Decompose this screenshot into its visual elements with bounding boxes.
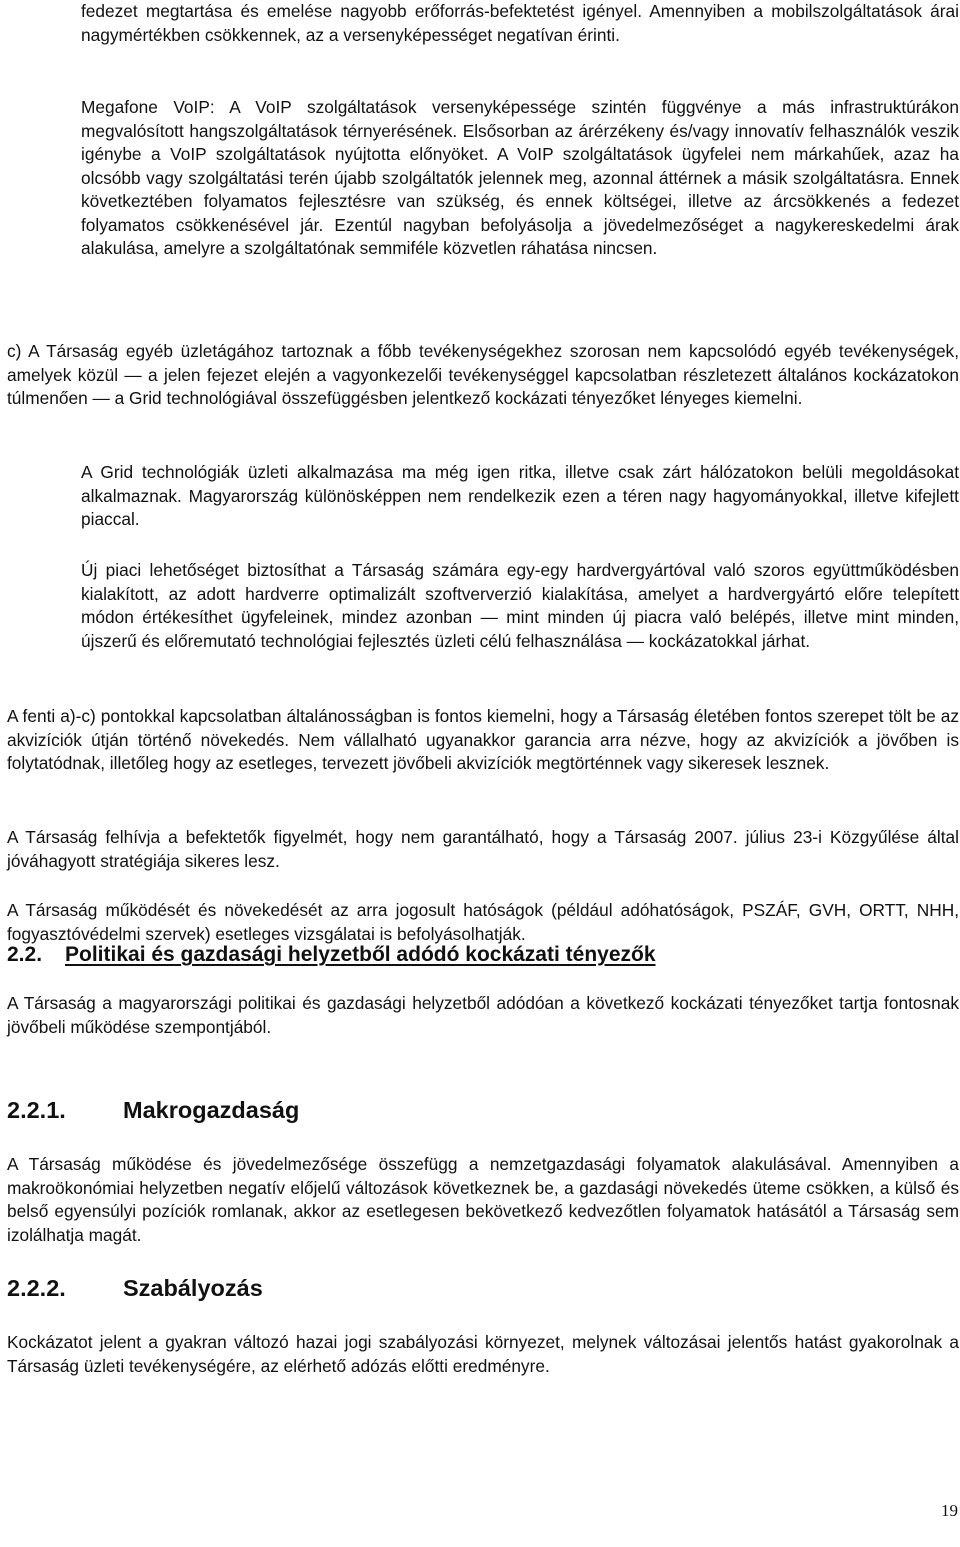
paragraph-megafone-voip: Megafone VoIP: A VoIP szolgáltatások versenyképessége szintén függvénye a más infrastruktúrákon megvalósított hangszolgáltatások térnyerésének. Elsősorban az árérzékeny és/vagy innovatív felhasználók veszik igénybe a VoIP szolgáltatások nyújtotta előnyöket. A VoIP szolgáltatások ügyfelei nem márkahűek, azaz ha olcsóbb vagy szolgáltatási terén újabb szolgáltatók jelennek meg, azonnal áttérnek a másik szolgáltatásra. Ennek következtében folyamatos fejlesztésre van szükség, és ennek költségei, illetve az árcsökkenés a fedezet folyamatos csökkenésével jár. Ezentúl nagyban befolyásolja a jövedelmezőséget a nagykereskedelmi árak alakulása, amelyre a szolgáltatónak semmiféle közvetlen ráhatása nincsen.	[81, 97, 959, 258]
paragraph-macroeconomy: A Társaság működése és jövedelmezősége összefügg a nemzetgazdasági folyamatok alakulásával. Amennyiben a makroökonómiai helyzetben negatív előjelű változások következnek be, a gazdasági növekedés üteme csökken, a külső és belső egyensúlyi pozíciók romlanak, akkor az esetlegesen bekövetkező kedvezőtlen folyamatok hatásától a Társaság sem izolálhatja magát.	[7, 1154, 959, 1245]
paragraph-grid-technology: A Grid technológiák üzleti alkalmazása ma még igen ritka, illetve csak zárt hálózatokon belüli megoldásokat alkalmaznak. Magyarország különösképpen nem rendelkezik ezen a téren nagy hagyományokkal, illetve kifejlett piaccal.	[81, 462, 959, 529]
paragraph-other-business-c: c) A Társaság egyéb üzletágához tartoznak a főbb tevékenységekhez szorosan nem kapcsolódó egyéb tevékenységek, amelyek közül — a jelen fejezet elején a vagyonkezelői tevékenységgel kapcsolatban részletezett általános kockázatokon túlmenően — a Grid technológiával összefüggésben jelentkező kockázati tényezőket lényeges kiemelni.	[7, 341, 959, 408]
paragraph-mobile-margin: fedezet megtartása és emelése nagyobb erőforrás-befektetést igényel. Amennyiben a mobilszolgáltatások árai nagymértékben csökkennek, az a versenyképességet negatívan érinti.	[81, 1, 959, 45]
paragraph-authorities: A Társaság működését és növekedését az arra jogosult hatóságok (például adóhatóságok, PSZÁF, GVH, ORTT, NHH, fogyasztóvédelmi szervek) esetleges vizsgálatai is befolyásolhatják.	[7, 900, 959, 944]
section-title: Makrogazdaság	[123, 1097, 300, 1123]
section-number: 2.2.1.	[7, 1097, 66, 1123]
section-heading-2-2-1	[7, 1094, 607, 1126]
page-number: 19	[941, 1501, 958, 1520]
paragraph-political-economic-intro: A Társaság a magyarországi politikai és gazdasági helyzetből adódóan a következő kockázati tényezőket tartja fontosnak jövőbeli működése szempontjából.	[7, 993, 959, 1037]
paragraph-acquisitions: A fenti a)-c) pontokkal kapcsolatban általánosságban is fontos kiemelni, hogy a Társaság életében fontos szerepet tölt be az akvizíciók útján történő növekedés. Nem vállalható ugyanakkor garancia arra nézve, hogy az akvizíciók a jövőben is folytatódnak, illetőleg hogy az esetleges, tervezett jövőbeli akvizíciók megtörténnek vagy sikeresek lesznek.	[7, 706, 959, 773]
section-title: Szabályozás	[123, 1275, 263, 1301]
section-heading-2-2	[7, 940, 947, 970]
section-title: Politikai és gazdasági helyzetből adódó kockázati tényezők	[65, 943, 656, 966]
section-heading-2-2-2	[7, 1272, 607, 1304]
paragraph-new-market-opportunity: Új piaci lehetőséget biztosíthat a Társaság számára egy-egy hardvergyártóval való szoros együttműködésben kialakított, az adott hardverre optimalizált szoftververzió kialakítása, amelyet a hardvergyártó előre telepített módon értékesíthet ügyfeleinek, mindez azonban — mint minden új piacra való belépés, illetve mint minden, újszerű és előremutató technológiai fejlesztés üzleti célú felhasználása — kockázatokkal járhat.	[81, 560, 959, 651]
paragraph-regulation: Kockázatot jelent a gyakran változó hazai jogi szabályozási környezet, melynek változásai jelentős hatást gyakorolnak a Társaság üzleti tevékenységére, az elérhető adózás előtti eredményre.	[7, 1332, 959, 1376]
section-number: 2.2.2.	[7, 1275, 66, 1301]
paragraph-strategy-warning: A Társaság felhívja a befektetők figyelmét, hogy nem garantálható, hogy a Társaság 2007. július 23-i Közgyűlése által jóváhagyott stratégiája sikeres lesz.	[7, 827, 959, 871]
section-number: 2.2.	[7, 943, 43, 966]
